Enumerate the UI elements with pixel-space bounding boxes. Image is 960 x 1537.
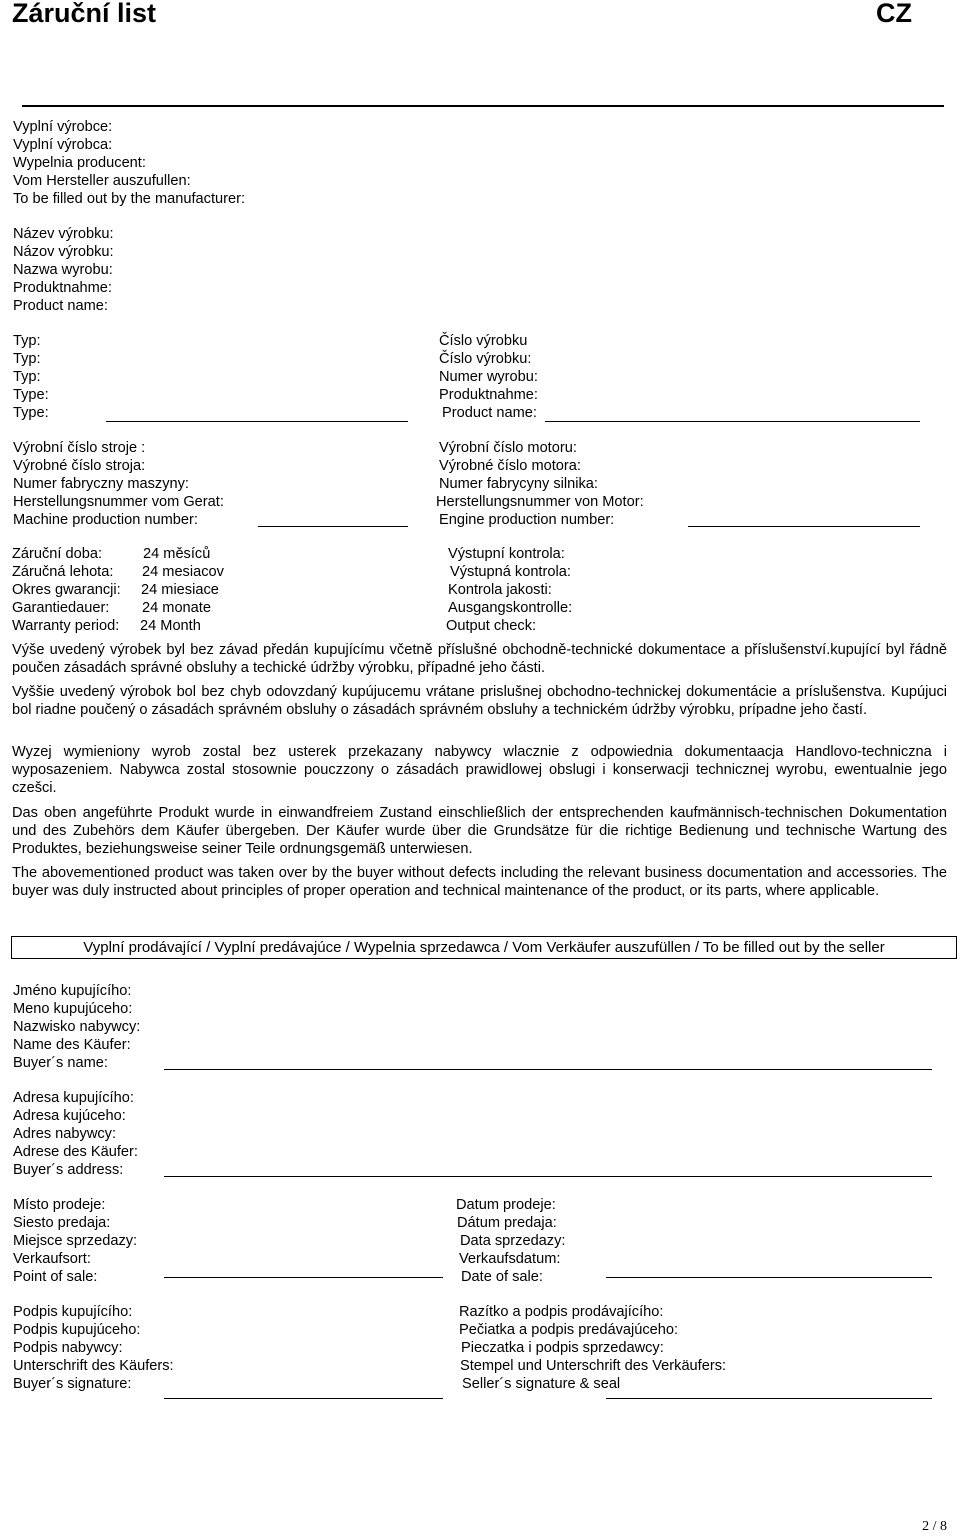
warranty-row: Okres gwarancji: 24 miesiace [12, 582, 219, 598]
buyer-signature-labels: Podpis kupujícího: Podpis kupujúceho: Podpis nabywcy: Unterschrift des Käufers: Buyer´s signature: [13, 1304, 174, 1392]
warranty-row: Záručná lehota: 24 mesiacov [12, 564, 224, 580]
buyer-signature-field-line[interactable] [164, 1398, 443, 1399]
buyer-address-field-line[interactable] [164, 1176, 932, 1177]
warranty-row: Garantiedauer: 24 monate [12, 600, 211, 616]
page-number: 2 / 8 [922, 1519, 947, 1534]
output-check-labels: Výstupní kontrola: Výstupná kontrola: Kontrola jakosti: Ausgangskontrolle: Output check: [446, 546, 573, 634]
statement-sk: Vyššie uvedený výrobok bol bez chyb odovzdaný kupújucemu vrátane prislušnej obchodno-technickej dokumentácie a príslušenstva. Kupújuci bol riadne poučený o zásadách správném obsluhy o zásadách správném obsluhy a technickém údržby výrobku, prípadne jeho častí. [12, 684, 947, 718]
buyer-address-labels: Adresa kupujícího: Adresa kujúceho: Adres nabywcy: Adrese des Käufer: Buyer´s address: [13, 1090, 138, 1178]
header-rule [22, 105, 944, 107]
point-of-sale-labels: Místo prodeje: Siesto predaja: Miejsce sprzedazy: Verkaufsort: Point of sale: [13, 1197, 138, 1285]
product-name-labels: Název výrobku: Názov výrobku: Nazwa wyrobu: Produktnahme: Product name: [13, 226, 114, 314]
manufacturer-fill-labels: Vyplní výrobce: Vyplní výrobca: Wypelnia producent: Vom Hersteller auszufullen: To be filled out by the manufacturer: [13, 119, 246, 207]
statement-cz: Výše uvedený výrobek byl bez závad předán kupujícímu včetně příslušné obchodně-technické dokumentace a příslušenství.kupující byl řádně poučen zásadách správné obsluhy a techické údržby výrobku, případné jeho části. [12, 642, 947, 676]
seller-signature-field-line[interactable] [606, 1398, 932, 1399]
machine-number-field-line[interactable] [258, 526, 408, 527]
date-of-sale-labels: Datum prodeje: Dátum predaja: Data sprzedazy: Verkaufsdatum: Date of sale: [456, 1197, 566, 1285]
type-labels: Typ: Typ: Typ: Type: Type: [13, 333, 49, 421]
buyer-name-labels: Jméno kupujícího: Meno kupujúceho: Nazwisko nabywcy: Name des Käufer: Buyer´s name: [13, 983, 141, 1071]
seller-signature-labels: Razítko a podpis prodávajícího: Pečiatka a podpis predávajúceho: Pieczatka i podpis sprzedawcy: Stempel und Unterschrift des Verkäufers: Seller´s signature & seal [459, 1304, 727, 1392]
warranty-row: Záruční doba: 24 měsíců [12, 546, 211, 562]
engine-number-field-line[interactable] [688, 526, 920, 527]
date-of-sale-field-line[interactable] [606, 1277, 932, 1278]
page-title: Záruční list [12, 0, 157, 28]
warranty-row: Warranty period: 24 Month [12, 618, 201, 634]
point-of-sale-field-line[interactable] [164, 1277, 443, 1278]
statement-en: The abovementioned product was taken over by the buyer without defects including the relevant business documentation and accessories. The buyer was duly instructed about principles of proper operation and technical maintenance of the product, or its parts, where applicable. [12, 865, 947, 899]
statement-pl: Wyzej wymieniony wyrob zostal bez usterek przekazany nabywcy wlacznie z odpowiednia dokumentaacja Handlovo-techniczna i wyposazeniem. Nabywca zostal stosownie pouczzony o zásadách prawidlowej obslugi i konserwacji technicznej wyrobu, ewentualnie jego czešci. [12, 744, 947, 796]
machine-number-labels: Výrobní číslo stroje : Výrobné číslo stroja: Numer fabryczny maszyny: Herstellungsnummer vom Gerat: Machine production number: [13, 440, 224, 528]
engine-number-labels: Výrobní číslo motoru: Výrobné číslo motora: Numer fabrycyny silnika: Herstellungsnummer von Motor: Engine production number: [436, 440, 644, 528]
statement-de: Das oben angeführte Produkt wurde in einwandfreiem Zustand einschließlich der entsprechenden kaufmännisch-technischen Dokumentation und des Zubehörs dem Käufer übergeben. Der Käufer wurde über die Grundsätze für die richtige Bedienung und technische Wartung des Produktes, beziehungsweise seiner Teile ordnungsgemäß unterwiesen. [12, 805, 947, 857]
language-code: CZ [876, 0, 912, 28]
type-field-line[interactable] [106, 421, 408, 422]
product-number-field-line[interactable] [545, 421, 920, 422]
seller-section-banner: Vyplní prodávající / Vyplní predávajúce / Wypelnia sprzedawca / Vom Verkäufer auszufüllen / To be filled out by the seller [11, 936, 957, 959]
product-number-labels: Číslo výrobku Číslo výrobku: Numer wyrobu: Produktnahme: Product name: [439, 333, 538, 421]
buyer-name-field-line[interactable] [164, 1069, 932, 1070]
